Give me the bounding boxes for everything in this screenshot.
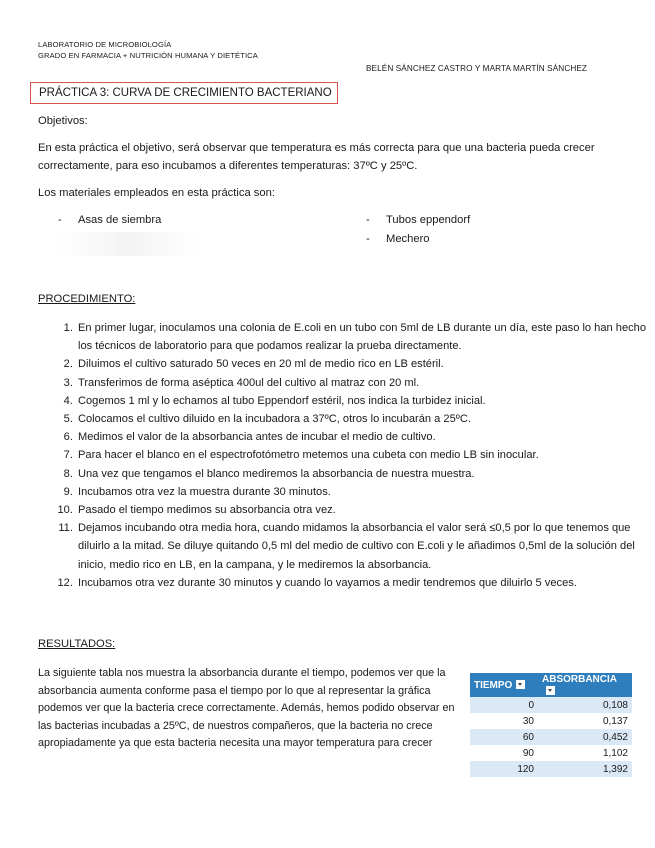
authors: BELÉN SÁNCHEZ CASTRO Y MARTA MARTÍN SÁNCHEZ <box>366 64 588 73</box>
table-header[interactable]: ABSORBANCIA <box>538 673 632 697</box>
list-item: 5. Colocamos el cultivo diluido en la incubadora a 37ºC, otros lo incubarán a 25ºC. <box>76 410 655 428</box>
list-item: 8. Una vez que tengamos el blanco mediremos la absorbancia de nuestra muestra. <box>76 465 655 483</box>
filter-dropdown-icon[interactable] <box>546 686 555 695</box>
procedimiento-heading: PROCEDIMIENTO: <box>38 293 136 305</box>
list-item: 11. Dejamos incubando otra media hora, cuando midamos la absorbancia el valor será ≤0,5 por lo que tenemos que diluirlo a la mitad. Se diluye quitando 0,5 ml del medio de cultivo con E.coli y le añadimos 0,5ml de la solución del inicio, medio rico en LB, en la campana, y le mediremos la absorbancia. <box>76 519 655 574</box>
materiales-intro: Los materiales empleados en esta práctica son: <box>38 187 275 199</box>
material-item: - Asas de siembra <box>58 214 162 226</box>
table-row: 120 1,392 <box>470 761 632 777</box>
table-header[interactable]: TIEMPO <box>470 673 538 697</box>
list-item: 1. En primer lugar, inoculamos una colonia de E.coli en un tubo con 5ml de LB durante un día, este paso lo han hecho los técnicos de laboratorio para que podamos realizar la prueba directamente. <box>76 319 655 355</box>
table-row: 90 1,102 <box>470 745 632 761</box>
resultados-heading: RESULTADOS: <box>38 638 116 650</box>
list-item: 7. Para hacer el blanco en el espectrofotómetro metemos una cubeta con medio LB sin inocular. <box>76 446 655 464</box>
list-item: 6. Medimos el valor de la absorbancia antes de incubar el medio de cultivo. <box>76 428 655 446</box>
faded-area <box>58 232 198 256</box>
lab-name: LABORATORIO DE MICROBIOLOGÍA <box>38 40 172 49</box>
list-item: 9. Incubamos otra vez la muestra durante 30 minutos. <box>76 483 655 501</box>
degree-name: GRADO EN FARMACIA + NUTRICIÓN HUMANA Y DIETÉTICA <box>38 51 258 60</box>
absorbance-table <box>470 673 632 777</box>
objetivos-label: Objetivos: <box>38 115 88 127</box>
table-row: 0 0,108 <box>470 697 632 713</box>
list-item: 3. Transferimos de forma aséptica 400ul del cultivo al matraz con 20 ml. <box>76 374 655 392</box>
list-item: 2. Diluimos el cultivo saturado 50 veces en 20 ml de medio rico en LB estéril. <box>76 355 655 373</box>
table-row: 30 0,137 <box>470 713 632 729</box>
page-title: PRÁCTICA 3: CURVA DE CRECIMIENTO BACTERIANO <box>30 82 338 104</box>
objetivos-text: En esta práctica el objetivo, será observar que temperatura es más correcta para que una bacteria pueda crecer correctamente, para eso incubamos a diferentes temperaturas: 37ºC y 25ºC. <box>38 142 595 172</box>
list-item: 4. Cogemos 1 ml y lo echamos al tubo Eppendorf estéril, nos indica la turbidez inicial. <box>76 392 655 410</box>
filter-dropdown-icon[interactable] <box>516 680 525 689</box>
resultados-text: La siguiente tabla nos muestra la absorbancia durante el tiempo, podemos ver que la absorbancia aumenta conforme pasa el tiempo por lo que al representar la gráfica podemos ver que la bacteria crece correctamente. Además, hemos podido observar en las bacterias incubadas a 25ºC, de nuestros compañeros, que la bacteria no crece apropiadamente ya que esta bacteria necesita una mayor temperatura para crecer <box>38 667 455 749</box>
table-row: 60 0,452 <box>470 729 632 745</box>
list-item: 12. Incubamos otra vez durante 30 minutos y cuando lo vayamos a medir tendremos que diluirlo 5 veces. <box>76 574 655 592</box>
material-item: - Mechero <box>366 233 430 245</box>
material-item: - Tubos eppendorf <box>366 214 471 226</box>
procedure-list <box>38 319 655 592</box>
list-item: 10. Pasado el tiempo medimos su absorbancia otra vez. <box>76 501 655 519</box>
